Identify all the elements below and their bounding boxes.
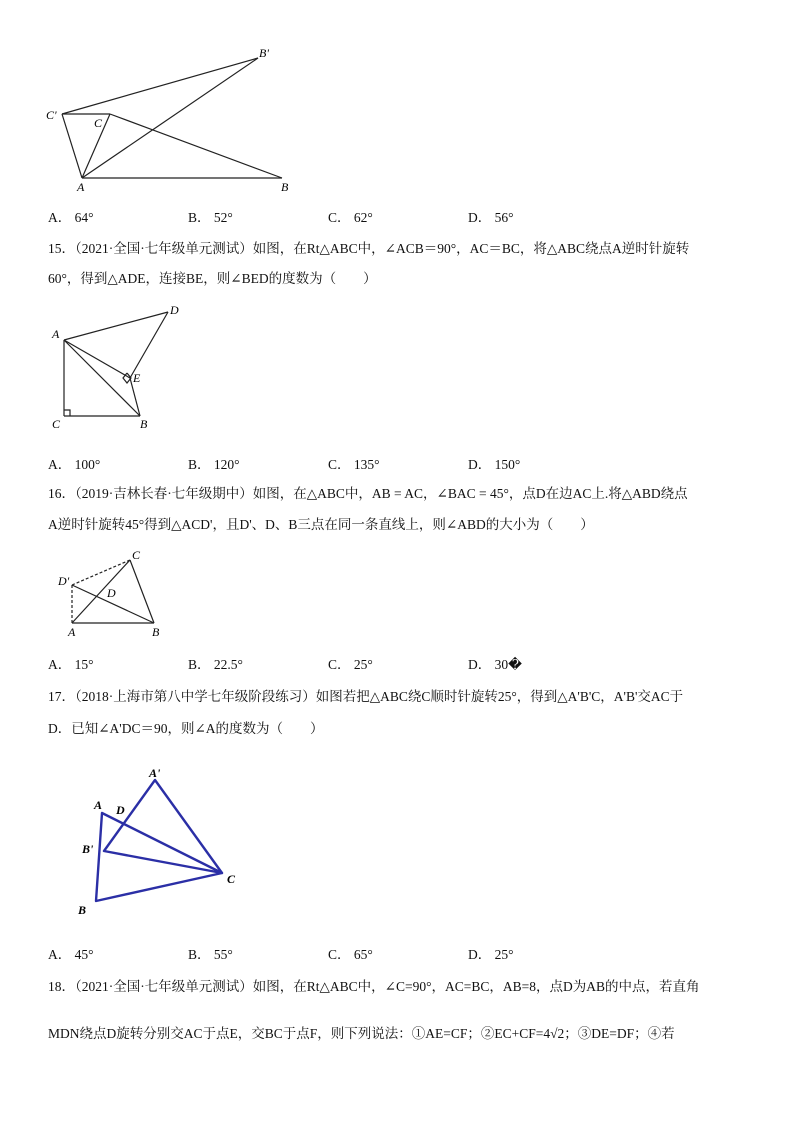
q15-option-a[interactable]: A． 100° bbox=[48, 457, 101, 472]
q15-option-d[interactable]: D． 150° bbox=[468, 457, 521, 472]
q14-figure bbox=[40, 40, 310, 200]
q16-stem-line1: 16．（2019·吉林长春·七年级期中）如图，在△ABC中，AB = AC，∠BAC = 45°，点D在边AC上.将△ABD绕点 bbox=[48, 486, 688, 501]
q17-stem-line1: 17．（2018·上海市第八中学七年级阶段练习）如图若把△ABC绕C顺时针旋转25°，得到△A'B'C，A'B'交AC于 bbox=[48, 689, 684, 704]
q16-option-c[interactable]: C． 25° bbox=[328, 657, 373, 672]
q15-option-c[interactable]: C． 135° bbox=[328, 457, 380, 472]
q14-option-c[interactable]: C． 62° bbox=[328, 210, 373, 225]
q14-label-b: B bbox=[281, 180, 289, 194]
q14-option-d[interactable]: D． 56° bbox=[468, 210, 514, 225]
q14-label-bp: B' bbox=[259, 46, 269, 60]
q15-option-b[interactable]: B． 120° bbox=[188, 457, 240, 472]
q15-label-d: D bbox=[170, 303, 179, 317]
q16-label-c: C bbox=[132, 548, 141, 562]
q15-line-a-d bbox=[64, 312, 168, 340]
q17-label-c: C bbox=[227, 872, 236, 886]
q16-label-b: B bbox=[152, 625, 160, 639]
q17-option-c[interactable]: C． 65° bbox=[328, 947, 373, 962]
q16-line-a-c bbox=[72, 560, 130, 623]
q15-stem-line1: 15．（2021·全国·七年级单元测试）如图，在Rt△ABC中，∠ACB＝90°，AC＝BC，将△ABC绕点A逆时针旋转 bbox=[48, 241, 690, 256]
q14-label-a: A bbox=[77, 180, 85, 194]
q14-line-cp-a bbox=[62, 114, 82, 178]
q15-label-a: A bbox=[52, 327, 60, 341]
q14-line-cp-bp bbox=[62, 58, 258, 114]
q17-label-ap: A' bbox=[149, 766, 161, 780]
q14-option-b[interactable]: B． 52° bbox=[188, 210, 233, 225]
q18-stem-line1: 18．（2021·全国·七年级单元测试）如图，在Rt△ABC中，∠C=90°，AC=BC，AB=8，点D为AB的中点，若直角 bbox=[48, 979, 700, 994]
q15-label-e: E bbox=[133, 371, 141, 385]
q17-triangle-rotated bbox=[104, 780, 222, 873]
q17-label-b: B bbox=[78, 903, 87, 917]
q15-label-c: C bbox=[52, 417, 61, 431]
q16-label-d: D bbox=[107, 586, 116, 600]
q16-line-dp-c bbox=[72, 560, 130, 585]
q17-label-bp: B' bbox=[82, 842, 94, 856]
q16-stem-line2: A逆时针旋转45°得到△ACD'，且D'、D、B三点在同一条直线上，则∠ABD的大小为（ ） bbox=[48, 517, 594, 532]
q14-label-cp: C' bbox=[46, 108, 57, 122]
q16-option-d[interactable]: D． 30� bbox=[468, 657, 522, 672]
q15-stem-line2: 60°，得到△ADE，连接BE，则∠BED的度数为（ ） bbox=[48, 271, 377, 286]
q17-label-d: D bbox=[116, 803, 125, 817]
q18-stem-line2: MDN绕点D旋转分别交AC于点E，交BC于点F，则下列说法：①AE=CF；②EC+CF=4√2；③DE=DF；④若 bbox=[48, 1026, 675, 1041]
q15-line-a-b bbox=[64, 340, 140, 416]
q16-figure bbox=[50, 545, 180, 645]
q17-option-a[interactable]: A． 45° bbox=[48, 947, 94, 962]
q14-option-a[interactable]: A． 64° bbox=[48, 210, 94, 225]
q14-line-c-b bbox=[110, 114, 282, 178]
q14-label-c: C bbox=[94, 116, 103, 130]
q17-stem-line2: D．已知∠A'DC＝90，则∠A的度数为（ ） bbox=[48, 721, 324, 736]
q15-label-b: B bbox=[140, 417, 148, 431]
q17-triangle-original bbox=[96, 813, 222, 901]
q17-option-d[interactable]: D． 25° bbox=[468, 947, 514, 962]
q16-label-a: A bbox=[68, 625, 76, 639]
q17-option-b[interactable]: B． 55° bbox=[188, 947, 233, 962]
q16-label-dp: D' bbox=[58, 574, 70, 588]
q15-line-d-e bbox=[130, 312, 168, 378]
q15-figure bbox=[40, 298, 200, 438]
q17-figure bbox=[60, 755, 260, 925]
q16-option-b[interactable]: B． 22.5° bbox=[188, 657, 243, 672]
q16-option-a[interactable]: A． 15° bbox=[48, 657, 94, 672]
q17-label-a: A bbox=[94, 798, 103, 812]
q15-right-angle-c bbox=[64, 410, 70, 416]
